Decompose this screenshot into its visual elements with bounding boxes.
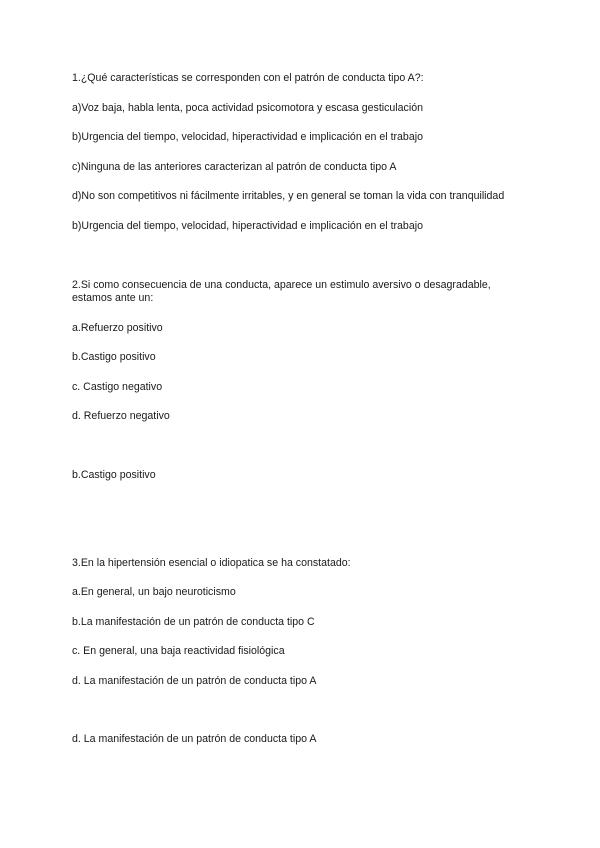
question-1-option-d: d)No son competitivos ni fácilmente irritables, y en general se toman la vida con tranquilidad [72,190,505,202]
question-3-answer: d. La manifestación de un patrón de conducta tipo A [72,733,317,745]
question-1-prompt: 1.¿Qué características se corresponden con el patrón de conducta tipo A?: [72,72,424,84]
question-3-prompt: 3.En la hipertensión esencial o idiopatica se ha constatado: [72,557,351,569]
question-3-option-c: c. En general, una baja reactividad fisiológica [72,645,285,657]
question-2-option-d: d. Refuerzo negativo [72,410,170,422]
question-3-option-a: a.En general, un bajo neuroticismo [72,586,236,598]
question-2-option-c: c. Castigo negativo [72,381,163,393]
question-3-option-d: d. La manifestación de un patrón de conducta tipo A [72,675,317,687]
question-2-option-a: a.Refuerzo positivo [72,322,163,334]
question-1-option-c: c)Ninguna de las anteriores caracterizan al patrón de conducta tipo A [72,161,397,173]
question-2-prompt: 2.Si como consecuencia de una conducta, aparece un estimulo aversivo o desagradable, estamos ante un: [72,279,491,304]
question-3-option-b: b.La manifestación de un patrón de conducta tipo C [72,616,315,628]
question-1-answer: b)Urgencia del tiempo, velocidad, hiperactividad e implicación en el trabajo [72,220,423,232]
question-2-answer: b.Castigo positivo [72,469,156,481]
question-1-option-a: a)Voz baja, habla lenta, poca actividad psicomotora y escasa gesticulación [72,102,423,114]
question-2-option-b: b.Castigo positivo [72,351,156,363]
question-1-option-b: b)Urgencia del tiempo, velocidad, hiperactividad e implicación en el trabajo [72,131,423,143]
